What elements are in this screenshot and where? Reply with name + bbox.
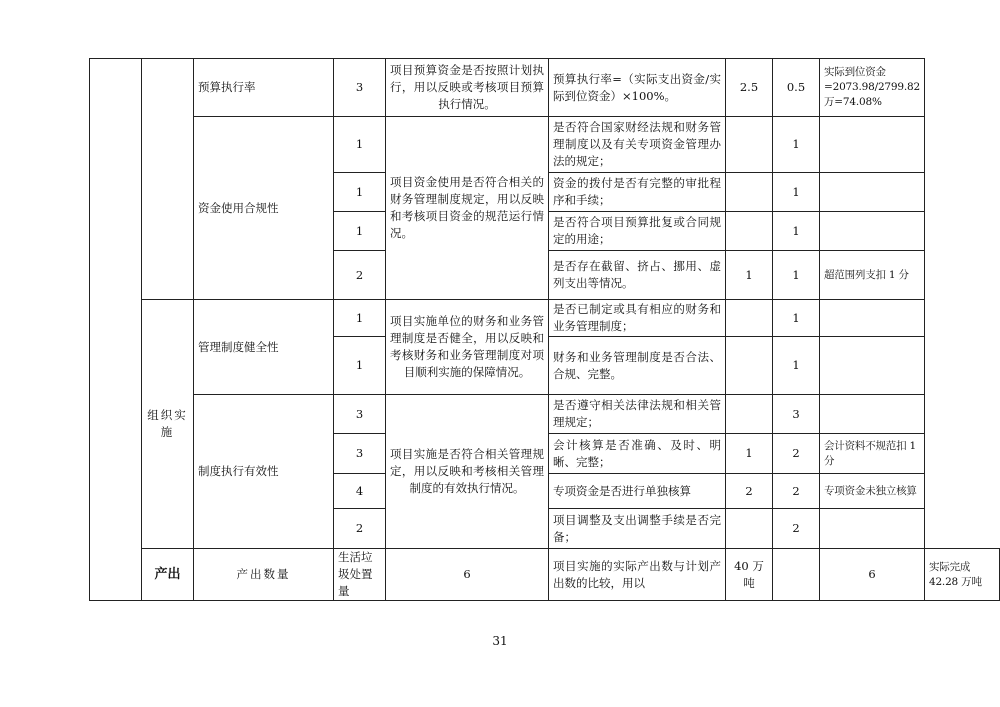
weight-cell: 2 [334, 251, 386, 300]
standard-cell: 会计核算是否准确、及时、明晰、完整； [549, 434, 726, 474]
weight-cell: 3 [334, 395, 386, 434]
indicator-cell: 管理制度健全性 [194, 300, 334, 395]
explanation-cell: 项目资金使用是否符合相关的财务管理制度规定，用以反映和考核项目资金的规范运行情况。 [386, 117, 549, 300]
table-row [90, 395, 1000, 434]
weight-cell: 3 [334, 59, 386, 117]
explanation-cell: 项目实施是否符合相关管理规定，用以反映和考核相关管理制度的有效执行情况。 [386, 395, 549, 549]
remark-cell: 会计资料不规范扣 1 分 [820, 434, 925, 474]
score-cell: 1 [773, 212, 820, 251]
deduction-cell [726, 337, 773, 395]
deduction-cell [726, 173, 773, 212]
level2-label: 组织实施 [142, 300, 194, 549]
deduction-cell [726, 395, 773, 434]
weight-cell: 1 [334, 173, 386, 212]
level2-cell-empty [142, 59, 194, 300]
standard-cell: 是否已制定或具有相应的财务和业务管理制度； [549, 300, 726, 337]
weight-cell: 6 [386, 549, 549, 601]
score-cell: 1 [773, 251, 820, 300]
level1-cell-empty [90, 59, 142, 601]
table-row [90, 59, 1000, 117]
remark-cell [820, 117, 925, 173]
explanation-cell: 项目实施的实际产出数与计划产出数的比较，用以 [549, 549, 726, 601]
score-cell: 6 [820, 549, 925, 601]
standard-cell: 是否符合国家财经法规和财务管理制度以及有关专项资金管理办法的规定； [549, 117, 726, 173]
deduction-cell: 1 [726, 434, 773, 474]
standard-cell: 专项资金是否进行单独核算 [549, 474, 726, 509]
deduction-cell [773, 549, 820, 601]
explanation-cell: 项目预算资金是否按照计划执行，用以反映或考核项目预算执行情况。 [386, 59, 549, 117]
deduction-cell: 2 [726, 474, 773, 509]
evaluation-table [89, 58, 1000, 601]
remark-cell: 超范围列支扣 1 分 [820, 251, 925, 300]
standard-cell: 是否存在截留、挤占、挪用、虚列支出等情况。 [549, 251, 726, 300]
standard-cell: 预算执行率=（实际支出资金/实际到位资金）×100%。 [549, 59, 726, 117]
standard-cell: 是否遵守相关法律法规和相关管理规定； [549, 395, 726, 434]
remark-cell [820, 395, 925, 434]
score-cell: 0.5 [773, 59, 820, 117]
indicator-cell: 预算执行率 [194, 59, 334, 117]
weight-cell: 2 [334, 509, 386, 549]
weight-cell: 1 [334, 117, 386, 173]
weight-cell: 4 [334, 474, 386, 509]
table-row [90, 300, 1000, 337]
remark-cell [820, 337, 925, 395]
deduction-cell [726, 509, 773, 549]
remark-cell [820, 300, 925, 337]
score-cell: 3 [773, 395, 820, 434]
deduction-cell [726, 117, 773, 173]
deduction-cell [726, 212, 773, 251]
deduction-cell: 1 [726, 251, 773, 300]
standard-cell: 项目调整及支出调整手续是否完备； [549, 509, 726, 549]
level1-label: 产出 [142, 549, 194, 601]
score-cell: 1 [773, 117, 820, 173]
explanation-cell: 项目实施单位的财务和业务管理制度是否健全，用以反映和考核财务和业务管理制度对项目顺利实施的保障情况。 [386, 300, 549, 395]
table-row [90, 117, 1000, 173]
deduction-cell [726, 300, 773, 337]
weight-cell: 1 [334, 337, 386, 395]
indicator-cell: 生活垃圾处置量 [334, 549, 386, 601]
page-number: 31 [492, 634, 508, 648]
score-cell: 2 [773, 434, 820, 474]
remark-cell: 实际完成 42.28 万吨 [924, 549, 999, 601]
score-cell: 2 [773, 474, 820, 509]
remark-cell: 专项资金未独立核算 [820, 474, 925, 509]
weight-cell: 1 [334, 212, 386, 251]
table-row [90, 549, 1000, 601]
score-cell: 2 [773, 509, 820, 549]
score-cell: 1 [773, 300, 820, 337]
weight-cell: 1 [334, 300, 386, 337]
deduction-cell: 2.5 [726, 59, 773, 117]
remark-cell [820, 212, 925, 251]
remark-cell [820, 509, 925, 549]
score-cell: 1 [773, 173, 820, 212]
level2-label: 产出数量 [194, 549, 334, 601]
standard-cell: 资金的拨付是否有完整的审批程序和手续； [549, 173, 726, 212]
weight-cell: 3 [334, 434, 386, 474]
score-cell: 1 [773, 337, 820, 395]
remark-cell: 实际到位资金=2073.98/2799.82万=74.08% [820, 59, 925, 117]
standard-cell: 财务和业务管理制度是否合法、合规、完整。 [549, 337, 726, 395]
standard-cell: 是否符合项目预算批复或合同规定的用途； [549, 212, 726, 251]
indicator-cell: 资金使用合规性 [194, 117, 334, 300]
indicator-cell: 制度执行有效性 [194, 395, 334, 549]
standard-cell: 40 万吨 [726, 549, 773, 601]
remark-cell [820, 173, 925, 212]
